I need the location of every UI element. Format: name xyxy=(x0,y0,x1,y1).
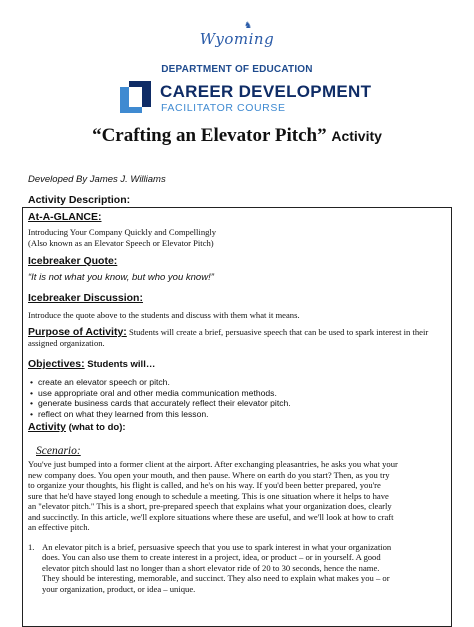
course-subtitle: FACILITATOR COURSE xyxy=(161,102,286,114)
list-item: • generate business cards that accurately reflect their elevator pitch. xyxy=(28,398,450,409)
icebreaker-discussion-text: Introduce the quote above to the students and discuss with them what it means. xyxy=(28,310,300,320)
purpose-section xyxy=(28,327,450,348)
document-title-main: “Crafting an Elevator Pitch” xyxy=(92,125,327,146)
icebreaker-quote-section xyxy=(28,255,450,283)
activity-heading: Activity xyxy=(28,421,66,433)
objectives-section xyxy=(28,354,450,419)
course-title: CAREER DEVELOPMENT xyxy=(160,82,372,101)
step-1-number: 1. xyxy=(28,541,35,552)
at-a-glance-line1: Introducing Your Company Quickly and Compellingly xyxy=(28,227,217,237)
icebreaker-discussion-section xyxy=(28,292,450,321)
purpose-line2: assigned organization. xyxy=(28,337,105,348)
scenario-label: Scenario: xyxy=(36,445,81,457)
purpose-line1: Students will create a brief, persuasive speech that can be used to spark interest in their xyxy=(126,327,429,337)
at-a-glance-heading: At-A-GLANCE: xyxy=(28,211,102,223)
scenario-paragraph: You've just bumped into a former client at the airport. After exchanging pleasantries, he asks you what your new company does. You open your mouth, and then pause. Where on earth do you start? Then, as you try to organize your thoughts, his flight is called, and he's on his way. If you'd been better prepared, you're sure that he'd have stayed long enough to schedule a meeting. This is one situation where it helps to have an "elevator pitch." This is a short, pre-prepared speech that explains what your organization does, clearly and succinctly. In this article, we'll explore situations where these are useful, and we'll look at how to craft an effective pitch. xyxy=(28,459,398,532)
course-logo-icon xyxy=(120,81,152,115)
purpose-heading: Purpose of Activity: xyxy=(28,326,127,338)
icebreaker-quote-text: “It is not what you know, but who you know!” xyxy=(28,272,214,283)
department-name: DEPARTMENT OF EDUCATION xyxy=(161,64,313,75)
list-item: • reflect on what they learned from this lesson. xyxy=(28,409,450,420)
bison-icon: ♞ xyxy=(244,21,253,31)
objectives-list xyxy=(28,377,450,419)
list-item: • create an elevator speech or pitch. xyxy=(28,377,450,388)
document-title xyxy=(0,125,474,147)
objectives-heading: Objectives: xyxy=(28,358,85,370)
objectives-lead: Students will… xyxy=(84,359,156,370)
developed-by: Developed By James J. Williams xyxy=(28,174,166,185)
at-a-glance-line2: (Also known as an Elevator Speech or Elevator Pitch) xyxy=(28,237,214,248)
wyoming-logo: Wyoming ♞ xyxy=(199,21,275,48)
activity-heading-suffix: (what to do): xyxy=(65,422,126,433)
icebreaker-discussion-heading: Icebreaker Discussion: xyxy=(28,292,143,304)
list-item: • use appropriate oral and other media communication methods. xyxy=(28,388,450,399)
activity-description-label: Activity Description: xyxy=(28,194,131,206)
at-a-glance-section xyxy=(28,211,450,248)
activity-section xyxy=(28,417,450,594)
icebreaker-quote-heading: Icebreaker Quote: xyxy=(28,255,118,267)
document-title-tag: Activity xyxy=(331,128,382,144)
step-1: 1. An elevator pitch is a brief, persuasive speech that you use to spark interest in what your organization does. You can also use them to create interest in a project, idea, or product – or in yourself. A good elevator pitch should last no longer than a short elevator ride of 20 to 30 seconds, hence the name. They should be interesting, memorable, and succinct. They also need to explain what makes you – or your organization, product, or idea – unique. xyxy=(28,541,392,594)
